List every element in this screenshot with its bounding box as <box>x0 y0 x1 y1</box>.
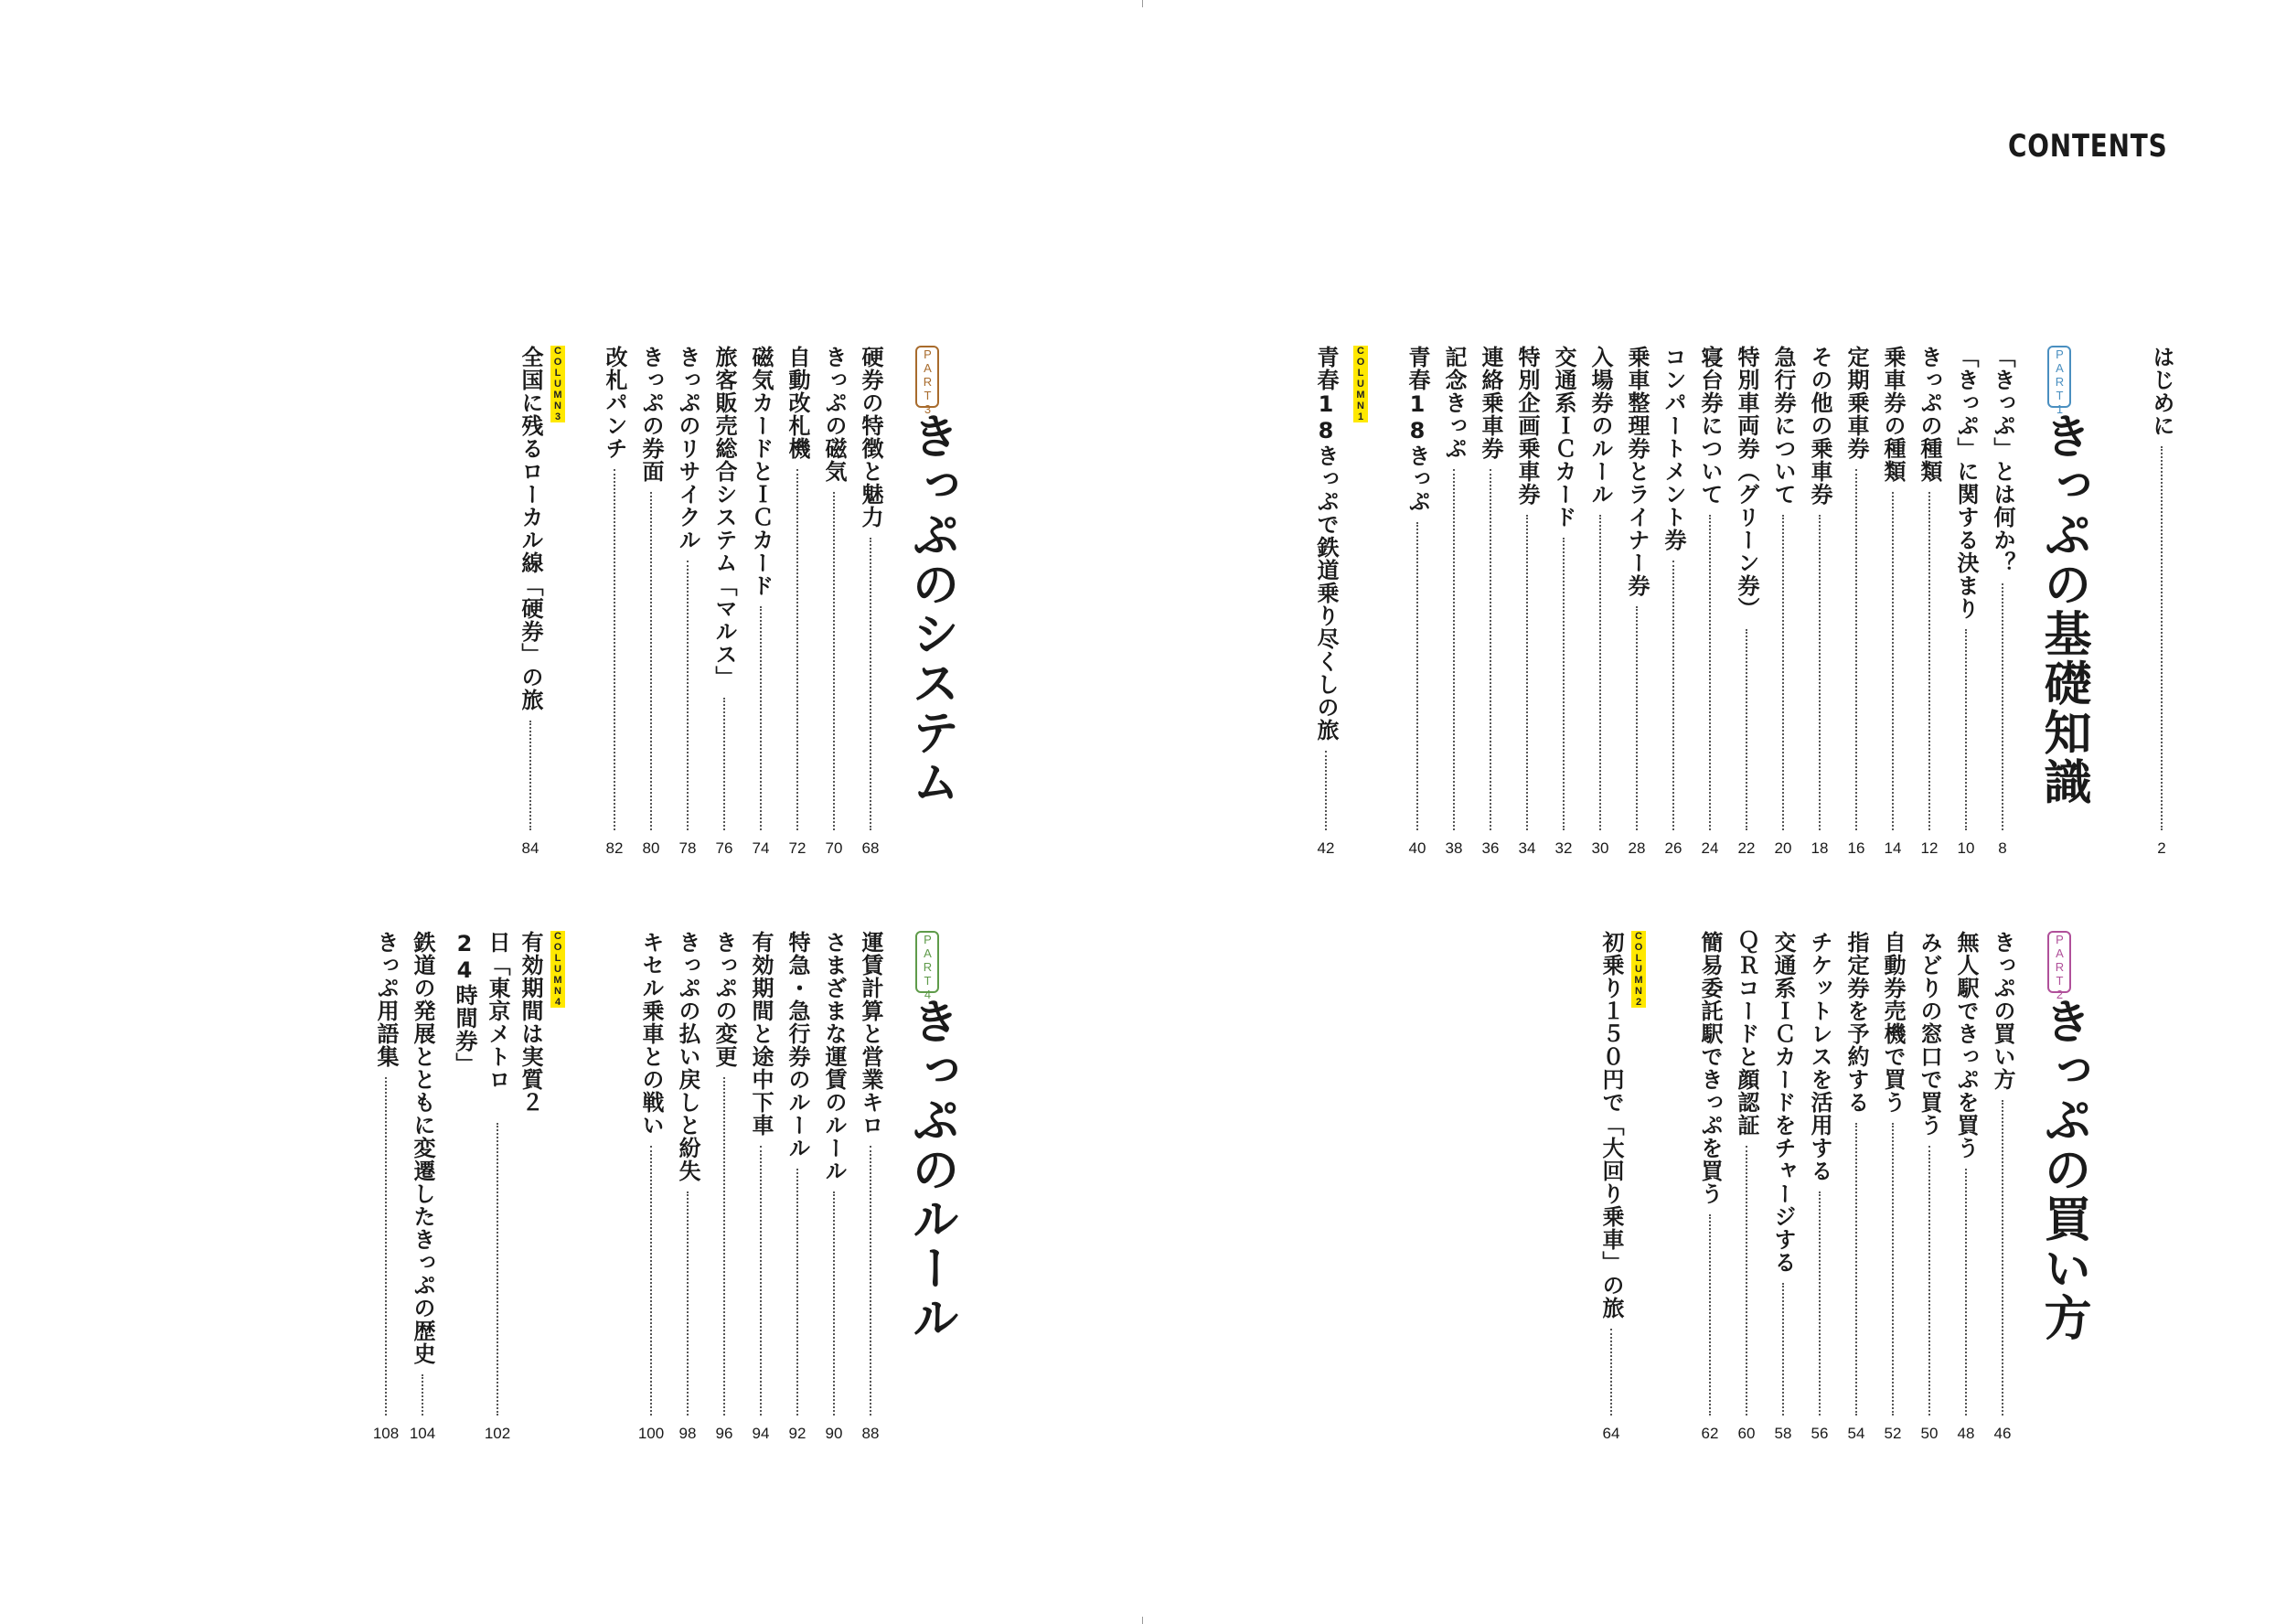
toc-entry[interactable] <box>1547 346 1580 858</box>
dot-leader <box>1819 515 1821 830</box>
column1-badge: COLUMN1 <box>1355 346 1366 422</box>
dot-leader <box>1892 1123 1894 1416</box>
column2-badge: COLUMN2 <box>1633 931 1644 1008</box>
column3-badge: COLUMN3 <box>552 346 563 422</box>
toc-entry[interactable] <box>1437 346 1470 858</box>
dot-leader <box>1610 1329 1612 1416</box>
toc-entry[interactable] <box>781 931 814 1443</box>
toc-entry[interactable] <box>1511 346 1544 858</box>
toc-entry-label: 全国に残るローカル線「硬券」の旅 <box>518 346 543 711</box>
dot-leader <box>1746 1146 1747 1416</box>
crop-mark-top <box>1142 0 1143 7</box>
dot-leader <box>2002 583 2003 830</box>
toc-entry-label: キセル乗車との戦い <box>638 931 664 1137</box>
toc-entry[interactable] <box>1474 346 1507 858</box>
toc-entry-label: 乗車整理券とライナー券 <box>1624 346 1650 597</box>
dot-leader <box>2002 1100 2003 1416</box>
toc-entry-page: 2 <box>2157 839 2166 857</box>
dot-leader <box>1563 538 1565 830</box>
toc-entry-page: 100 <box>637 1425 665 1442</box>
column3-entry[interactable] <box>514 346 563 858</box>
toc-entry[interactable] <box>1767 931 1800 1443</box>
toc-entry-page: 64 <box>1602 1425 1620 1442</box>
dot-leader <box>760 606 762 830</box>
toc-entry[interactable] <box>635 346 668 858</box>
toc-entry-label: 旅客販売総合システム「マルス」 <box>711 346 737 689</box>
dot-leader <box>385 1077 387 1416</box>
dot-leader <box>1416 522 1418 830</box>
toc-entry-label: 特急・急行券のルール <box>785 931 810 1159</box>
toc-entry-label: 急行券について <box>1770 346 1796 506</box>
toc-entry-label: 指定券を予約する <box>1843 931 1869 1114</box>
dot-leader <box>1892 492 1894 830</box>
dot-leader <box>870 538 871 830</box>
toc-entry[interactable] <box>598 346 631 858</box>
dot-leader <box>723 1077 725 1416</box>
toc-entry[interactable] <box>1950 346 1982 858</box>
dot-leader <box>833 1191 835 1416</box>
part2-tag: PART2 <box>2047 931 2071 993</box>
toc-entry[interactable] <box>1767 346 1800 858</box>
toc-entry-label: 自動券売機で買う <box>1880 931 1906 1114</box>
dot-leader <box>1526 515 1528 830</box>
toc-entry-label: 入場券のルール <box>1587 346 1613 506</box>
dot-leader <box>687 561 689 830</box>
toc-entry-label: 「きっぷ」とは何か？ <box>1990 346 2015 574</box>
toc-entry-page: 32 <box>1554 839 1573 857</box>
toc-entry-page: 36 <box>1481 839 1500 857</box>
dot-leader <box>723 698 725 830</box>
column4-entry[interactable] <box>452 931 563 1443</box>
toc-entry-page: 72 <box>788 839 807 857</box>
toc-entry[interactable] <box>1803 931 1836 1443</box>
toc-entry-page: 26 <box>1664 839 1682 857</box>
toc-entry-label: 有効期間は実質２日「東京メトロ24時間券」 <box>452 931 543 1114</box>
toc-entry-label: 無人駅できっぷを買う <box>1953 931 1979 1159</box>
toc-entry-page: 102 <box>484 1425 511 1442</box>
part2-title: きっぷの買い方 <box>2035 997 2090 1342</box>
toc-entry-page: 88 <box>861 1425 880 1442</box>
dot-leader <box>1782 515 1784 830</box>
toc-entry-page: 76 <box>715 839 733 857</box>
toc-entry-label: 有効期間と途中下車 <box>748 931 774 1137</box>
dot-leader <box>1855 469 1857 830</box>
toc-entry-page: 62 <box>1701 1425 1719 1442</box>
toc-entry-label: きっぷの券面 <box>638 346 664 483</box>
toc-entry-label: きっぷの種類 <box>1917 346 1942 483</box>
dot-leader <box>1965 629 1967 830</box>
toc-entry-page: 18 <box>1811 839 1829 857</box>
contents-heading: CONTENTS <box>2008 128 2168 165</box>
dot-leader <box>1928 492 1930 830</box>
toc-entry[interactable] <box>817 346 850 858</box>
toc-entry-page: 90 <box>825 1425 843 1442</box>
toc-entry-label: きっぷ用語集 <box>373 931 399 1068</box>
toc-entry-page: 16 <box>1847 839 1865 857</box>
toc-entry[interactable] <box>1657 346 1690 858</box>
part1-title: きっぷの基礎知識 <box>2035 411 2090 807</box>
dot-leader <box>1746 629 1747 830</box>
dot-leader <box>1325 751 1327 830</box>
toc-entry-label: みどりの窓口で買う <box>1917 931 1942 1137</box>
column4-badge: COLUMN4 <box>552 931 563 1008</box>
toc-entry-page: 92 <box>788 1425 807 1442</box>
toc-entry[interactable] <box>671 931 704 1443</box>
toc-entry-label: きっぷの買い方 <box>1990 931 2015 1091</box>
toc-entry-page: 54 <box>1847 1425 1865 1442</box>
crop-mark-bottom <box>1142 1617 1143 1624</box>
toc-entry-page: 80 <box>642 839 660 857</box>
dot-leader <box>760 1146 762 1416</box>
toc-entry[interactable] <box>1730 346 1763 858</box>
toc-entry[interactable] <box>1401 346 1434 858</box>
toc-entry[interactable] <box>744 931 777 1443</box>
toc-entry[interactable] <box>708 931 741 1443</box>
toc-entry-page: 74 <box>752 839 770 857</box>
toc-entry-page: 22 <box>1737 839 1756 857</box>
toc-entry[interactable] <box>1730 931 1763 1443</box>
toc-entry-page: 8 <box>1998 839 2007 857</box>
toc-entry[interactable] <box>1584 346 1617 858</box>
toc-entry-page: 24 <box>1701 839 1719 857</box>
toc-entry-page: 56 <box>1811 1425 1829 1442</box>
toc-entry-label: 青春18きっぷ <box>1405 346 1430 513</box>
dot-leader <box>422 1374 423 1416</box>
toc-entry-page: 70 <box>825 839 843 857</box>
toc-entry-label: コンパートメント券 <box>1661 346 1686 551</box>
toc-entry-page: 52 <box>1884 1425 1902 1442</box>
toc-entry[interactable] <box>1803 346 1836 858</box>
toc-entry-page: 20 <box>1774 839 1792 857</box>
dot-leader <box>1490 469 1491 830</box>
toc-entry[interactable] <box>1950 931 1982 1443</box>
toc-entry[interactable] <box>1986 931 2019 1443</box>
toc-entry[interactable] <box>1840 346 1873 858</box>
part3-title: きっぷのシステム <box>903 411 958 807</box>
toc-entry-label: その他の乗車券 <box>1807 346 1832 506</box>
dot-leader <box>796 1169 798 1416</box>
toc-entry-label: 定期乗車券 <box>1843 346 1869 460</box>
toc-entry-label: はじめに <box>2149 346 2174 437</box>
toc-entry[interactable] <box>1620 346 1653 858</box>
dot-leader <box>529 721 531 830</box>
toc-entry-label: 特別企画乗車券 <box>1514 346 1540 506</box>
dot-leader <box>1819 1191 1821 1416</box>
toc-entry-label: 乗車券の種類 <box>1880 346 1906 483</box>
toc-entry-label: 特別車両券（グリーン券） <box>1734 346 1759 620</box>
toc-entry-label: 交通系ＩＣカード <box>1551 346 1576 529</box>
dot-leader <box>1453 469 1455 830</box>
dot-leader <box>1599 515 1601 830</box>
toc-entry[interactable] <box>1913 346 1946 858</box>
toc-entry[interactable] <box>1693 931 1726 1443</box>
dot-leader <box>1636 606 1638 830</box>
column1-entry[interactable] <box>1309 346 1366 858</box>
part1-tag: PART1 <box>2047 346 2071 408</box>
dot-leader <box>687 1191 689 1416</box>
toc-entry[interactable] <box>781 346 814 858</box>
dot-leader <box>2161 446 2163 830</box>
toc-entry-page: 78 <box>678 839 697 857</box>
toc-entry-page: 12 <box>1920 839 1939 857</box>
toc-entry-label: 青春18きっぷで鉄道乗り尽くしの旅 <box>1313 346 1339 742</box>
toc-entry-label: 簡易委託駅できっぷを買う <box>1697 931 1723 1205</box>
toc-entry[interactable] <box>1876 931 1909 1443</box>
dot-leader <box>614 469 615 830</box>
toc-entry-page: 30 <box>1591 839 1609 857</box>
toc-entry[interactable] <box>2145 346 2178 858</box>
toc-entry-page: 98 <box>678 1425 697 1442</box>
toc-entry-label: 鉄道の発展とともに変遷したきっぷの歴史 <box>410 931 435 1365</box>
toc-entry[interactable] <box>671 346 704 858</box>
toc-entry-page: 60 <box>1737 1425 1756 1442</box>
toc-entry-label: さまざまな運賃のルール <box>821 931 847 1182</box>
part3-tag: PART3 <box>915 346 939 408</box>
dot-leader <box>833 492 835 830</box>
toc-entry-page: 96 <box>715 1425 733 1442</box>
toc-entry-label: 寝台券について <box>1697 346 1723 506</box>
toc-entry-page: 42 <box>1317 839 1335 857</box>
toc-entry-page: 84 <box>521 839 539 857</box>
toc-entry-page: 48 <box>1957 1425 1975 1442</box>
toc-entry[interactable] <box>1840 931 1873 1443</box>
toc-entry-label: 自動改札機 <box>785 346 810 460</box>
toc-entry-page: 40 <box>1408 839 1426 857</box>
toc-entry-label: きっぷの変更 <box>711 931 737 1068</box>
toc-entry-label: チケットレスを活用する <box>1807 931 1832 1182</box>
toc-entry-label: ＱＲコードと顔認証 <box>1734 931 1759 1137</box>
toc-entry[interactable] <box>1986 346 2019 858</box>
toc-entry-page: 38 <box>1445 839 1463 857</box>
toc-entry-label: 硬券の特徴と魅力 <box>858 346 883 529</box>
part4-tag: PART4 <box>915 931 939 993</box>
toc-entry-page: 68 <box>861 839 880 857</box>
dot-leader <box>870 1146 871 1416</box>
dot-leader <box>1928 1146 1930 1416</box>
toc-entry[interactable] <box>406 931 439 1443</box>
toc-entry-page: 58 <box>1774 1425 1792 1442</box>
toc-entry-page: 34 <box>1518 839 1536 857</box>
toc-entry-page: 94 <box>752 1425 770 1442</box>
toc-entry[interactable] <box>817 931 850 1443</box>
toc-entry-label: 改札パンチ <box>602 346 627 460</box>
column2-entry[interactable] <box>1595 931 1644 1443</box>
dot-leader <box>1709 1214 1711 1416</box>
toc-entry-label: 記念きっぷ <box>1441 346 1467 460</box>
toc-entry[interactable] <box>708 346 741 858</box>
toc-entry-page: 50 <box>1920 1425 1939 1442</box>
part4-title: きっぷのルール <box>903 997 958 1342</box>
toc-entry-page: 82 <box>605 839 624 857</box>
toc-entry-page: 104 <box>409 1425 436 1442</box>
dot-leader <box>1782 1283 1784 1416</box>
toc-entry-label: きっぷの払い戻しと紛失 <box>675 931 700 1182</box>
toc-entry-label: 磁気カードとＩＣカード <box>748 346 774 597</box>
dot-leader <box>650 492 652 830</box>
dot-leader <box>497 1123 498 1416</box>
toc-entry[interactable] <box>369 931 402 1443</box>
dot-leader <box>1855 1123 1857 1416</box>
toc-entry[interactable] <box>1913 931 1946 1443</box>
toc-entry-label: 「きっぷ」に関する決まり <box>1953 346 1979 620</box>
toc-entry-label: きっぷの磁気 <box>821 346 847 483</box>
dot-leader <box>1965 1169 1967 1416</box>
dot-leader <box>1672 561 1674 830</box>
toc-entry-page: 28 <box>1628 839 1646 857</box>
dot-leader <box>1709 515 1711 830</box>
dot-leader <box>650 1146 652 1416</box>
dot-leader <box>796 469 798 830</box>
toc-entry-page: 46 <box>1993 1425 2012 1442</box>
toc-entry-label: 初乗り１５０円で「大回り乗車」の旅 <box>1598 931 1624 1320</box>
toc-entry[interactable] <box>1693 346 1726 858</box>
toc-entry[interactable] <box>854 346 887 858</box>
toc-entry-page: 14 <box>1884 839 1902 857</box>
toc-entry-page: 108 <box>372 1425 400 1442</box>
toc-entry-label: 交通系ＩＣカードをチャージする <box>1770 931 1796 1274</box>
toc-entry-page: 10 <box>1957 839 1975 857</box>
toc-entry[interactable] <box>854 931 887 1443</box>
toc-entry-label: 運賃計算と営業キロ <box>858 931 883 1137</box>
toc-entry-label: きっぷのリサイクル <box>675 346 700 551</box>
toc-entry[interactable] <box>1876 346 1909 858</box>
toc-entry[interactable] <box>744 346 777 858</box>
toc-entry[interactable] <box>635 931 668 1443</box>
toc-entry-label: 連絡乗車券 <box>1478 346 1503 460</box>
